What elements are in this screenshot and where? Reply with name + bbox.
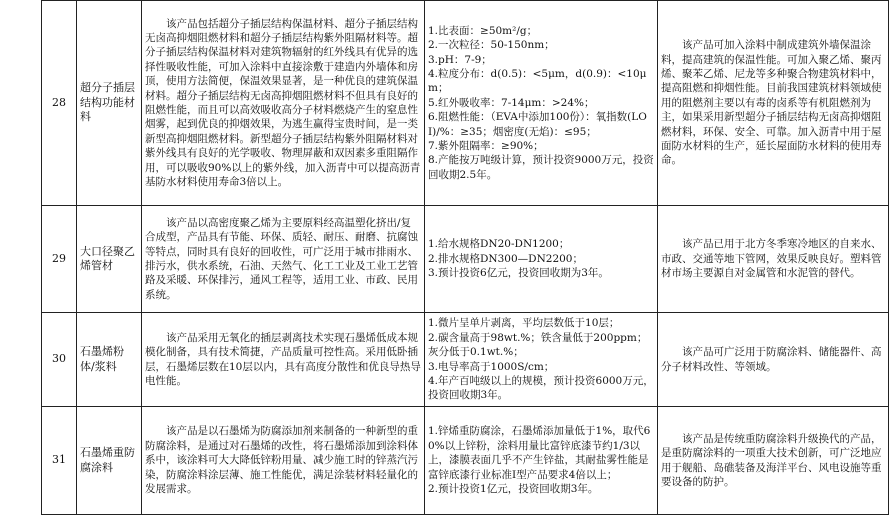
product-table	[41, 0, 889, 515]
description-text: 该产品采用无氧化的插层剥离技术实现石墨烯低成本规模化制备，具有技术简捷，产品质量可控性高。采用低卧插层，石墨烯层数在10层以内，具有高度分散性和优良导热导电性能。	[145, 331, 421, 387]
description-text: 该产品包括超分子插层结构保温材料、超分子插层结构无卤高抑烟阻燃材料和超分子插层结构紫外阻隔材料等。超分子插层结构保温材料对建筑物辐射的红外线具有优异的选择性吸收性能，可加入涂料中直接涂敷于建造内外墙体和房顶，使用方法简便，保温效果显著，是一种优良的建筑保温材料。超分子插层结构无卤高抑烟阻燃材料不但具有良好的阻燃性能，而且可以高效吸收高分子材料燃烧产生的窒息性烟雾，起到优良的抑烟效果，为逃生赢得宝贵时间，是一类新型高抑烟阻燃材料。新型超分子插层结构紫外阻隔材料对紫外线具有良好的光学吸收、物理屏蔽和双因素多重阻隔作用，可以吸收90%以上的紫外线，加入沥青中可以提高沥青基防水材料使用寿命3倍以上。	[145, 17, 421, 189]
product-description	[142, 313, 425, 407]
application-field	[658, 206, 889, 313]
product-name: 超分子插层结构功能材料	[77, 1, 142, 206]
application-text: 该产品是传统重防腐涂料升级换代的产品，是重防腐涂料的一项重大技术创新，可广泛地应用于舰船、岛礁装备及海洋平台、风电设施等重要设备的防护。	[661, 432, 882, 488]
application-text: 该产品可加入涂料中制成建筑外墙保温涂料，提高建筑的保温性能。可加入聚乙烯、聚丙烯、聚苯乙烯、尼龙等多种聚合物建筑材料中，提高阻燃和抑烟性能。目前我国建筑材料领域使用的阻燃剂主要以有毒的卤系等有机阻燃剂为主，如果采用新型超分子插层结构无卤高抑烟阻燃材料，环保、安全、可靠。加入沥青中用于屋面防水材料的生产，延长屋面防水材料的使用寿命。	[661, 39, 882, 167]
param-line: 1.给水规格DN20-DN1200；	[428, 238, 570, 251]
param-line: 2.碳含量高于98wt.%；铁含量低于200ppm；灰分低于0.1wt.%；	[428, 331, 648, 359]
application-text: 该产品已用于北方冬季寒冷地区的自来水、市政、交通等地下管网，效果反映良好。塑料管材市场主要源自对金属管和水泥管的替代。	[661, 238, 882, 280]
param-line: 8.产能按万吨级计算，预计投资9000万元，投资回收期2.5年。	[428, 154, 654, 181]
table-row	[42, 407, 889, 515]
row-number: 31	[42, 407, 77, 515]
technical-parameters	[425, 407, 658, 515]
product-name: 石墨烯重防腐涂料	[77, 407, 142, 515]
product-description	[142, 206, 425, 313]
param-line: 2.一次粒径：50-150nm；	[428, 39, 555, 52]
row-number: 28	[42, 1, 77, 206]
application-field	[658, 313, 889, 407]
param-line: 7.紫外阻隔率：≥90%；	[428, 140, 544, 153]
technical-parameters	[425, 206, 658, 313]
param-line: 1.锌烯重防腐涂，石墨烯添加量低于1%，取代60%以上锌粉，涂料用量比富锌底漆节约1/3以上，漆膜表面几乎不产生锌盐，其耐盐雾性能是富锌底漆行业标准I型产品要求4倍以上；	[428, 425, 651, 481]
param-line: 4.粒度分布：d(0.5)：<5μm，d(0.9)：<10μm；	[428, 67, 647, 95]
application-text: 该产品可广泛用于防腐涂料、储能器件、高分子材料改性、等领域。	[661, 346, 882, 373]
param-line: 5.红外吸收率：7-14μm：>24%；	[428, 96, 595, 109]
table-row	[42, 206, 889, 313]
application-field	[658, 407, 889, 515]
product-description	[142, 1, 425, 206]
param-line: 6.阻燃性能：（EVA中添加100份）：氧指数(LOI)/%：≥35；烟密度(无焰)：≤95；	[428, 111, 647, 138]
param-line: 3.预计投资6亿元，投资回收期为3年。	[428, 267, 609, 280]
technical-parameters	[425, 313, 658, 407]
row-number: 30	[42, 313, 77, 407]
param-line: 4.年产百吨级以上的规模，预计投资6000万元，投资回收期3年。	[428, 374, 654, 402]
description-text: 该产品以高密度聚乙烯为主要原料经高温塑化挤出/复合成型，产品具有节能、环保、质轻、耐压、耐磨、抗腐蚀等特点，同时具有良好的回收性，可广泛用于城市排雨水、排污水，供水系统，石油、天然气、化工工业及工业工艺管路及采暖、环保排污，通风工程等，适用工业、市政、民用系统。	[145, 216, 418, 301]
application-field	[658, 1, 889, 206]
param-line: 3.电导率高于1000S/cm；	[428, 360, 555, 373]
description-text: 该产品是以石墨烯为防腐添加剂来制备的一种新型的重防腐涂料，是通过对石墨烯的改性，将石墨烯添加到涂料体系中，该涂料可大大降低锌粉用量、减少施工时的锌蒸汽污染，防腐涂料涂层薄、施工性能优，满足涂装材料轻量化的发展需求。	[145, 425, 418, 496]
product-name: 大口径聚乙烯管材	[77, 206, 142, 313]
table-row	[42, 313, 889, 407]
param-line: 3.pH：7-9；	[428, 53, 492, 66]
technical-parameters	[425, 1, 658, 206]
param-line: 1.比表面：≥50m²/g；	[428, 24, 538, 37]
param-line: 1.微片呈单片剥离，平均层数低于10层；	[428, 317, 620, 330]
table-row	[42, 1, 889, 206]
product-name: 石墨烯粉体/浆料	[77, 313, 142, 407]
param-line: 2.预计投资1亿元，投资回收期3年。	[428, 483, 599, 496]
param-line: 2.排水规格DN300—DN2200；	[428, 252, 583, 265]
row-number: 29	[42, 206, 77, 313]
product-description	[142, 407, 425, 515]
